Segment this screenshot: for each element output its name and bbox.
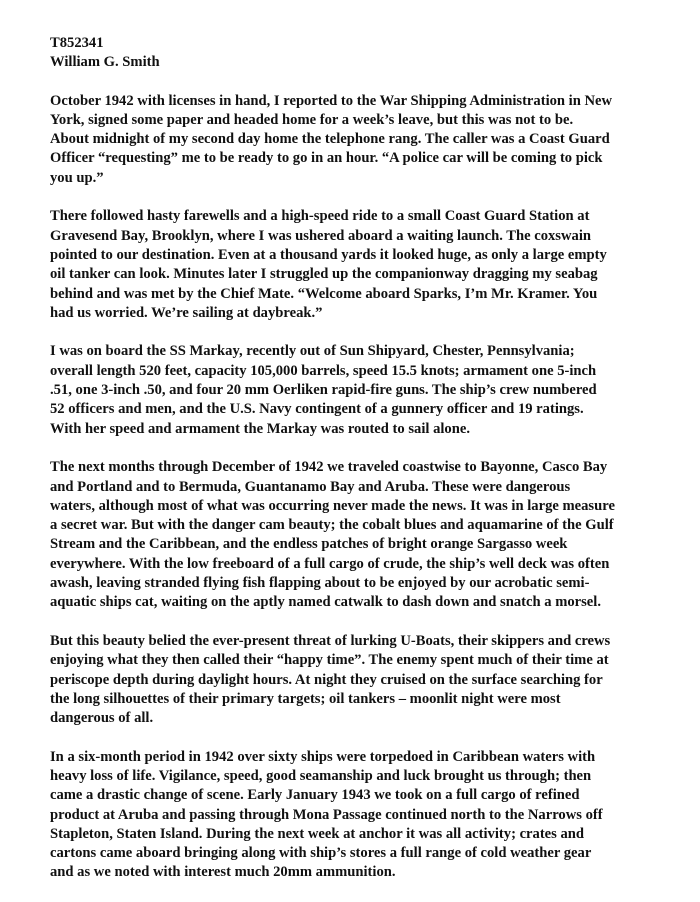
text-line: There followed hasty farewells and a high-speed ride to a small Coast Guard Station at [50, 208, 590, 225]
text-line: and as we noted with interest much 20mm ammunition. [50, 864, 396, 881]
paragraph [50, 342, 678, 438]
text-line: periscope depth during daylight hours. At night they cruised on the surface searching for [50, 671, 603, 688]
text-line: The next months through December of 1942 we traveled coastwise to Bayonne, Casco Bay [50, 459, 608, 476]
text-line: had us worried. We’re sailing at daybreak.” [50, 304, 323, 321]
text-line: With her speed and armament the Markay was routed to sail alone. [50, 420, 470, 437]
text-line: Stapleton, Staten Island. During the next week at anchor it was all activity; crates and [50, 825, 585, 842]
paragraph [50, 92, 678, 188]
text-line: About midnight of my second day home the telephone rang. The caller was a Coast Guard [50, 131, 610, 148]
text-line: awash, leaving stranded flying fish flapping about to be enjoyed by our acrobatic semi- [50, 575, 590, 592]
paragraph [50, 632, 678, 728]
text-line: In a six-month period in 1942 over sixty ships were torpedoed in Caribbean waters with [50, 748, 596, 765]
text-line: you up.” [50, 169, 104, 186]
text-line: enjoying what they then called their “happy time”. The enemy spent much of their time at [50, 652, 609, 669]
document-header [50, 34, 678, 73]
text-line: Stream and the Caribbean, and the endless patches of bright orange Sargasso week [50, 536, 568, 553]
text-line: October 1942 with licenses in hand, I reported to the War Shipping Administration in New [50, 92, 613, 109]
text-line: product at Aruba and passing through Mona Passage continued north to the Narrows off [50, 806, 603, 823]
text-line: the long silhouettes of their primary targets; oil tankers – moonlit night were most [50, 690, 561, 707]
text-line: But this beauty belied the ever-present threat of lurking U-Boats, their skippers and crews [50, 632, 611, 649]
text-line: came a drastic change of scene. Early January 1943 we took on a full cargo of refined [50, 787, 580, 804]
paragraph [50, 458, 678, 612]
document-page [50, 34, 678, 902]
text-line: waters, although most of what was occurring never made the news. It was in large measure [50, 497, 615, 514]
text-line: pointed to our destination. Even at a thousand yards it looked huge, as only a large empty [50, 246, 607, 263]
text-line: Gravesend Bay, Brooklyn, where I was ushered aboard a waiting launch. The coxswain [50, 227, 591, 244]
document-body [50, 92, 678, 883]
text-line: dangerous of all. [50, 710, 154, 727]
text-line: behind and was met by the Chief Mate. “Welcome aboard Sparks, I’m Mr. Kramer. You [50, 285, 598, 302]
text-line: aquatic ships cat, waiting on the aptly named catwalk to dash down and snatch a morsel. [50, 594, 601, 611]
text-line: cartons came aboard bringing along with ship’s stores a full range of cold weather gear [50, 845, 592, 862]
paragraph [50, 748, 678, 883]
text-line: overall length 520 feet, capacity 105,000 barrels, speed 15.5 knots; armament one 5-inch [50, 362, 597, 379]
text-line: 52 officers and men, and the U.S. Navy contingent of a gunnery officer and 19 ratings. [50, 401, 584, 418]
text-line: I was on board the SS Markay, recently out of Sun Shipyard, Chester, Pennsylvania; [50, 343, 575, 360]
document-id: T852341 [50, 35, 104, 51]
text-line: Officer “requesting” me to be ready to go in an hour. “A police car will be coming to pick [50, 150, 603, 167]
text-line: everywhere. With the low freeboard of a full cargo of crude, the ship’s well deck was often [50, 555, 610, 572]
paragraph [50, 207, 678, 323]
text-line: heavy loss of life. Vigilance, speed, good seamanship and luck brought us through; then [50, 767, 592, 784]
text-line: oil tanker can look. Minutes later I struggled up the companionway dragging my seabag [50, 266, 598, 283]
author-name: William G. Smith [50, 54, 160, 71]
text-line: and Portland and to Bermuda, Guantanamo Bay and Aruba. These were dangerous [50, 478, 571, 495]
text-line: .51, one 3-inch .50, and four 20 mm Oerliken rapid-fire guns. The ship’s crew numbered [50, 382, 597, 399]
text-line: a secret war. But with the danger cam beauty; the cobalt blues and aquamarine of the Gulf [50, 517, 614, 534]
text-line: York, signed some paper and headed home for a week’s leave, but this was not to be. [50, 111, 574, 128]
